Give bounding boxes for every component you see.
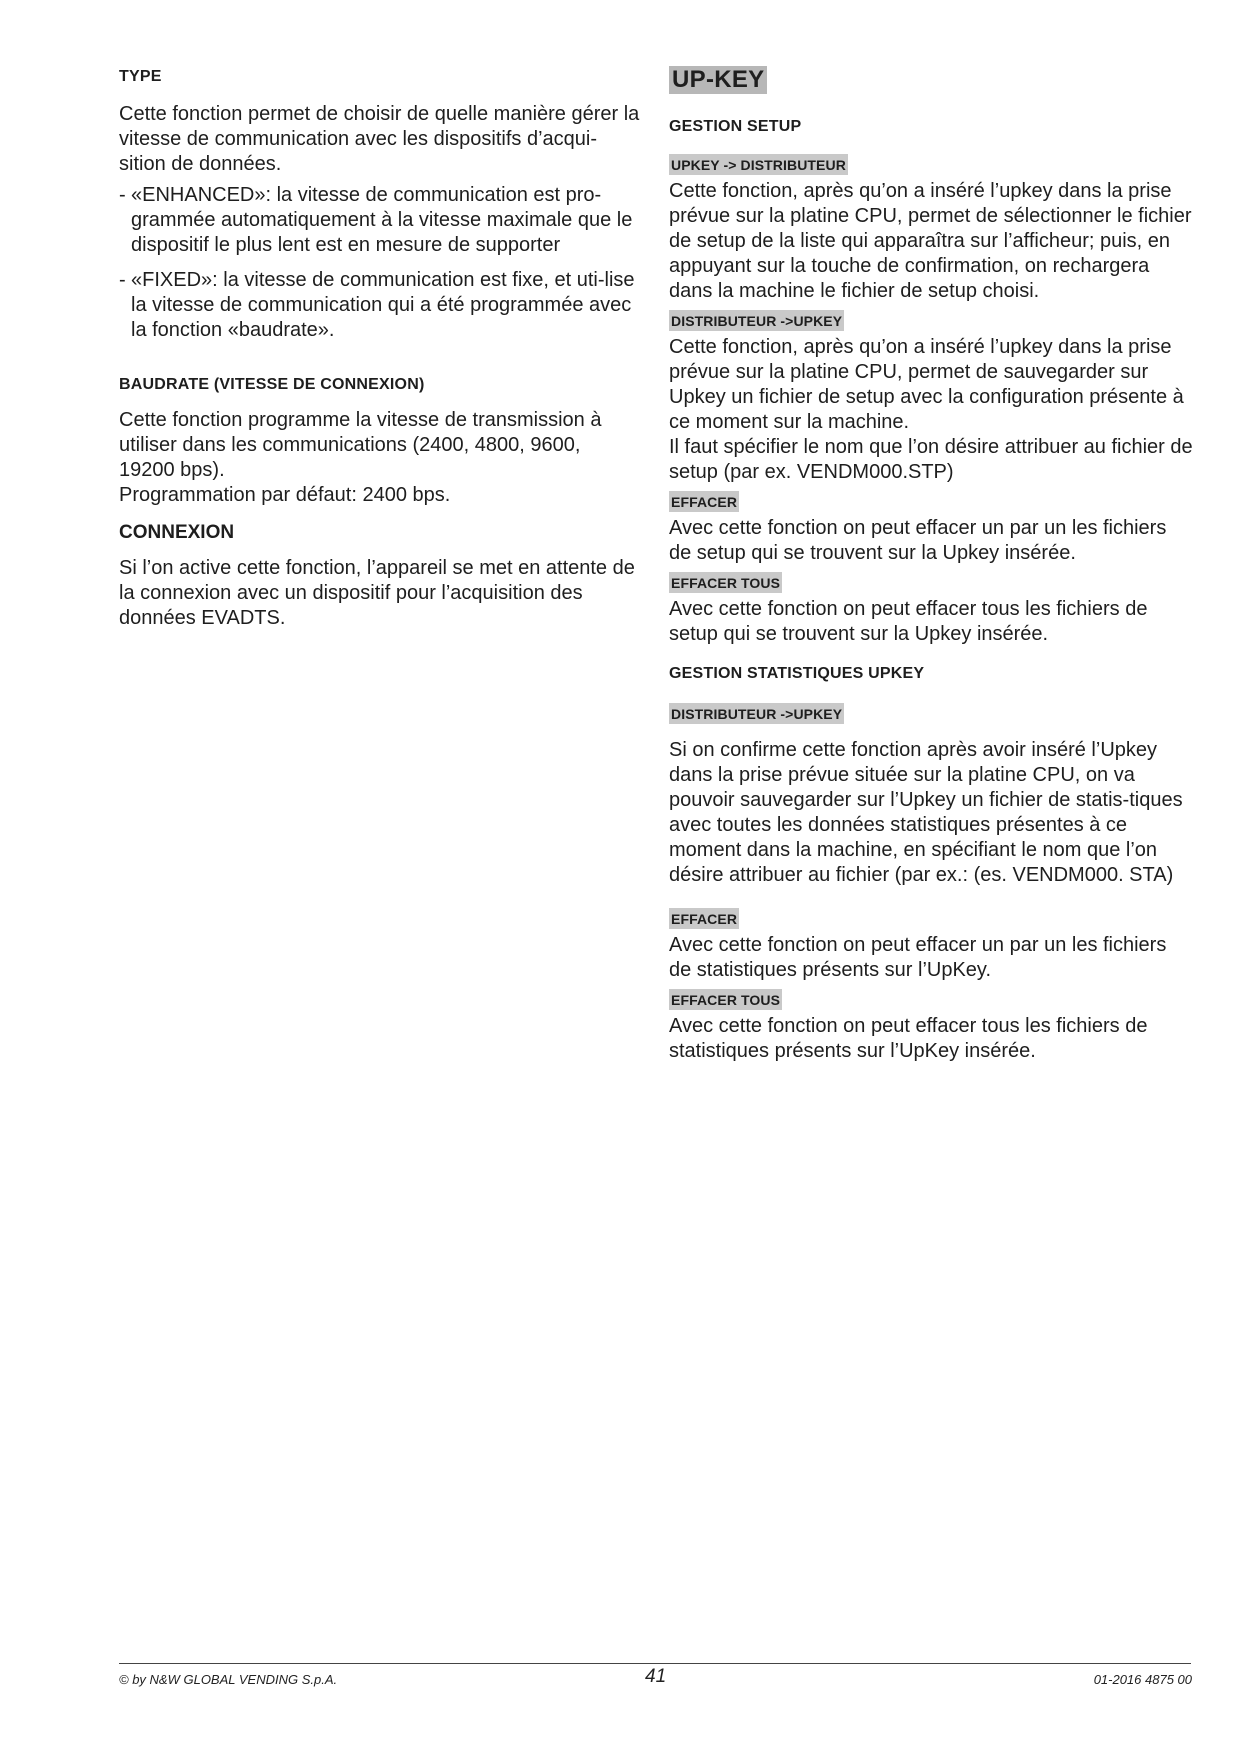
connexion-text: Si l’on active cette fonction, l’appareil se met en attente de la connexion avec un dispositif pour l’acquisition des données EVADTS. (119, 557, 635, 629)
stats-distributeur-upkey-tag: DISTRIBUTEUR ->UPKEY (669, 703, 844, 724)
type-text: Cette fonction permet de choisir de quelle manière gérer la vitesse de communication avec les dispositifs d’acqui-sition de données. (119, 103, 640, 175)
type-list (119, 183, 641, 343)
stats-effacer-tous-tag: EFFACER TOUS (669, 989, 782, 1010)
footer-copyright: © by N&W GLOBAL VENDING S.p.A. (119, 1672, 338, 1687)
baudrate-default: Programmation par défaut: 2400 bps. (119, 484, 451, 506)
upkey-distributeur-tag: UPKEY -> DISTRIBUTEUR (669, 154, 848, 175)
section-title: UP-KEY (669, 66, 767, 94)
distributeur-upkey-tag: DISTRIBUTEUR ->UPKEY (669, 310, 844, 331)
list-item: - «FIXED»: la vitesse de communication est fixe, et uti-lise la vitesse de communication qui a été programmée avec la fonction «baudrate». (119, 269, 635, 341)
stats-effacer-text: Avec cette fonction on peut effacer un par un les fichiers de statistiques présents sur l’UpKey. (669, 934, 1167, 981)
left-column (119, 68, 641, 631)
effacer-tous-text: Avec cette fonction on peut effacer tous les fichiers de setup qui se trouvent sur la Upkey insérée. (669, 598, 1148, 645)
gestion-stats-heading: GESTION STATISTIQUES UPKEY (669, 665, 925, 682)
distributeur-upkey-text-2: Il faut spécifier le nom que l’on désire attribuer au fichier de setup (par ex. VENDM000.STP) (669, 436, 1193, 483)
baudrate-heading: BAUDRATE (VITESSE DE CONNEXION) (119, 376, 425, 393)
page-number: 41 (645, 1666, 667, 1687)
effacer-tag: EFFACER (669, 491, 739, 512)
type-heading: TYPE (119, 68, 162, 85)
footer-code: 01-2016 4875 00 (1093, 1672, 1192, 1687)
stats-effacer-tous-text: Avec cette fonction on peut effacer tous les fichiers de statistiques présents sur l’UpKey insérée. (669, 1015, 1148, 1062)
stats-effacer-tag: EFFACER (669, 908, 739, 929)
stats-distributeur-upkey-text: Si on confirme cette fonction après avoir inséré l’Upkey dans la prise prévue située sur la platine CPU, on va pouvoir sauvegarder sur l’Upkey un fichier de statis-tiques avec toutes les données statistiques présentes à ce moment dans la machine, en spécifiant le nom que l’on désire attribuer au fichier (par ex.: (es. VENDM000. STA) (669, 739, 1183, 886)
right-column (669, 66, 1194, 1064)
gestion-setup-heading: GESTION SETUP (669, 118, 802, 135)
effacer-tous-tag: EFFACER TOUS (669, 572, 782, 593)
upkey-distributeur-text: Cette fonction, après qu’on a inséré l’upkey dans la prise prévue sur la platine CPU, permet de sélectionner le fichier de setup de la liste qui apparaîtra sur l’afficheur; puis, en appuyant sur la touche de confirmation, on rechargera dans la machine le fichier de setup choisi. (669, 180, 1192, 302)
effacer-text: Avec cette fonction on peut effacer un par un les fichiers de setup qui se trouvent sur la Upkey insérée. (669, 517, 1167, 564)
footer-divider (119, 1663, 1191, 1664)
list-item: - «ENHANCED»: la vitesse de communication est pro-grammée automatiquement à la vitesse maximale que le dispositif le plus lent est en mesure de supporter (119, 184, 633, 256)
baudrate-text: Cette fonction programme la vitesse de transmission à utiliser dans les communications (2400, 4800, 9600, 19200 bps). (119, 409, 602, 481)
connexion-heading: CONNEXION (119, 522, 235, 543)
distributeur-upkey-text: Cette fonction, après qu’on a inséré l’upkey dans la prise prévue sur la platine CPU, permet de sauvegarder sur Upkey un fichier de setup avec la configuration présente à ce moment sur la machine. (669, 336, 1184, 433)
